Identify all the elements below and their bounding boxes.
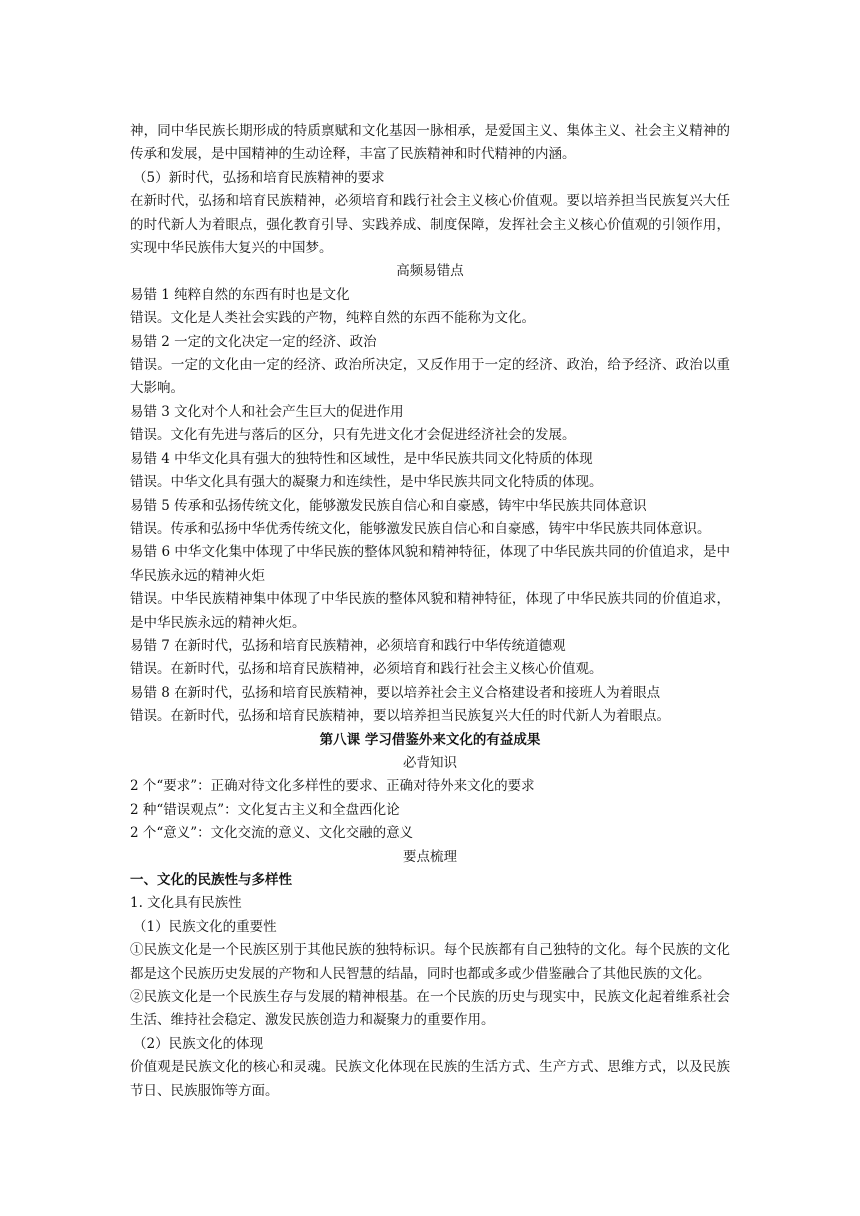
error-2-answer: 错误。一定的文化由一定的经济、政治所决定，又反作用于一定的经济、政治，给予经济、政治以重大影响。 (130, 357, 730, 397)
error-4-answer: 错误。中华文化具有强大的凝聚力和连续性，是中华民族共同文化特质的体现。 (130, 474, 603, 491)
lesson8-title: 第八课 学习借鉴外来文化的有益成果 (319, 731, 541, 748)
sub1-item: ①民族文化是一个民族区别于其他民族的独特标识。每个民族都有自己独特的文化。每个民族的文化都是这个民族历史发展的产物和人民智慧的结晶，同时也都或多或少借鉴融合了其他民族的文化。 (130, 942, 730, 982)
must-know-item: 2 种“错误观点”：文化复古主义和全盘西化论 (130, 801, 400, 818)
error-1-answer: 错误。文化是人类社会实践的产物，纯粹自然的东西不能称为文化。 (130, 310, 535, 327)
error-7-question: 易错 7 在新时代，弘扬和培育民族精神，必须培育和践行中华传统道德观 (130, 637, 566, 654)
sub1-heading: （1）民族文化的重要性 (133, 918, 277, 935)
error-3-question: 易错 3 文化对个人和社会产生巨大的促进作用 (130, 403, 404, 420)
intro-paragraph: 神，同中华民族长期形成的特质禀赋和文化基因一脉相承，是爱国主义、集体主义、社会主义精神的传承和发展，是中国精神的生动诠释，丰富了民族精神和时代精神的内涵。 (130, 123, 730, 163)
error-1-question: 易错 1 纯粹自然的东西有时也是文化 (130, 286, 350, 303)
error-2-question: 易错 2 一定的文化决定一定的经济、政治 (130, 333, 377, 350)
document-page (130, 120, 730, 1103)
point1-heading: 1. 文化具有民族性 (130, 895, 242, 912)
error-5-question: 易错 5 传承和弘扬传统文化，能够激发民族自信心和自豪感，铸牢中华民族共同体意识 (130, 497, 647, 514)
error-4-question: 易错 4 中华文化具有强大的独特性和区域性，是中华民族共同文化特质的体现 (130, 450, 593, 467)
error-8-answer: 错误。在新时代，弘扬和培育民族精神，要以培养担当民族复兴大任的时代新人为着眼点。 (130, 708, 670, 725)
sub2-heading: （2）民族文化的体现 (133, 1035, 264, 1052)
error-3-answer: 错误。文化有先进与落后的区分，只有先进文化才会促进经济社会的发展。 (130, 427, 576, 444)
sub1-item: ②民族文化是一个民族生存与发展的精神根基。在一个民族的历史与现实中，民族文化起着维系社会生活、维持社会稳定、激发民族创造力和凝聚力的重要作用。 (130, 989, 730, 1029)
outline-title: 要点梳理 (403, 848, 457, 865)
must-know-item: 2 个“要求”：正确对待文化多样性的要求、正确对待外来文化的要求 (130, 778, 535, 795)
must-know-title: 必背知识 (403, 754, 457, 771)
error-6-answer: 错误。中华民族精神集中体现了中华民族的整体风貌和精神特征，体现了中华民族共同的价值追求，是中华民族永远的精神火炬。 (130, 591, 730, 631)
error-6-question: 易错 6 中华文化集中体现了中华民族的整体风貌和精神特征，体现了中华民族共同的价值追求，是中华民族永远的精神火炬 (130, 544, 730, 584)
part1-heading: 一、文化的民族性与多样性 (130, 872, 292, 888)
errors-title: 高频易错点 (396, 263, 464, 280)
section5-heading: （5）新时代，弘扬和培育民族精神的要求 (133, 169, 385, 186)
sub2-body: 价值观是民族文化的核心和灵魂。民族文化体现在民族的生活方式、生产方式、思维方式，以及民族节日、民族服饰等方面。 (130, 1059, 730, 1099)
error-8-question: 易错 8 在新时代，弘扬和培育民族精神，要以培养社会主义合格建设者和接班人为着眼点 (130, 684, 661, 701)
section5-body: 在新时代，弘扬和培育民族精神，必须培育和践行社会主义核心价值观。要以培养担当民族复兴大任的时代新人为着眼点，强化教育引导、实践养成、制度保障，发挥社会主义核心价值观的引领作用，实现中华民族伟大复兴的中国梦。 (130, 193, 730, 257)
error-7-answer: 错误。在新时代，弘扬和培育民族精神，必须培育和践行社会主义核心价值观。 (130, 661, 603, 678)
must-know-item: 2 个“意义”：文化交流的意义、文化交融的意义 (130, 825, 414, 842)
error-5-answer: 错误。传承和弘扬中华优秀传统文化，能够激发民族自信心和自豪感，铸牢中华民族共同体意识。 (130, 520, 711, 537)
